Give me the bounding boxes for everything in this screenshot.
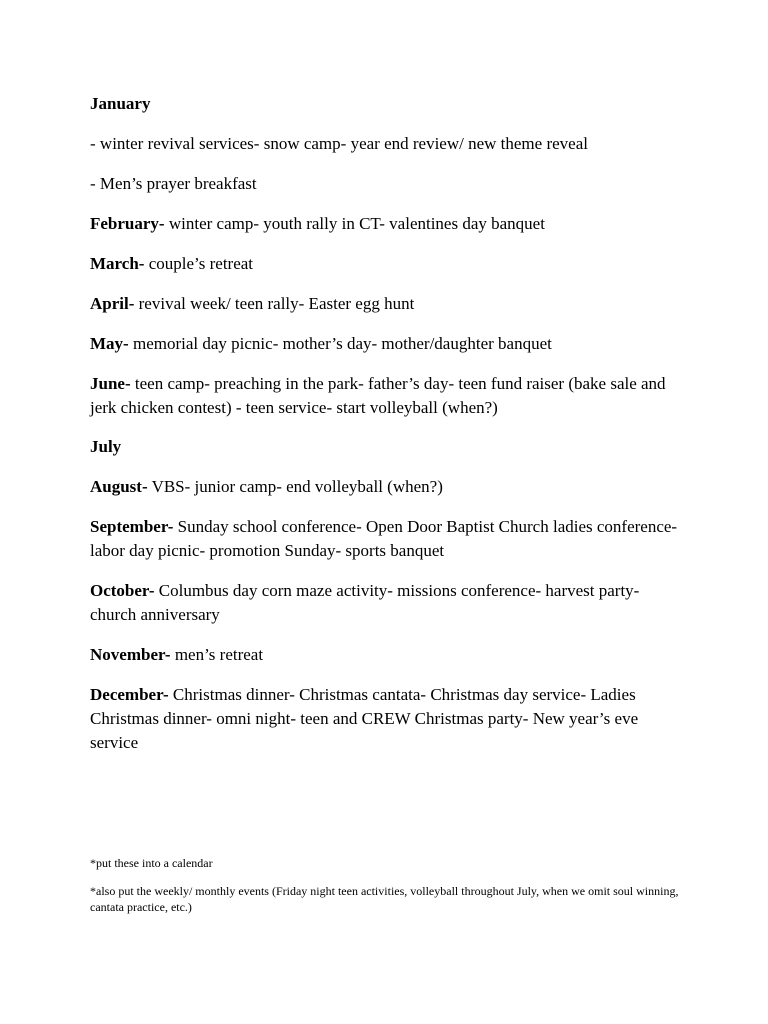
month-label: September- xyxy=(90,517,174,536)
entry-text: revival week/ teen rally- Easter egg hunt xyxy=(134,294,415,313)
note-line: *put these into a calendar xyxy=(90,856,213,870)
calendar-entry-april xyxy=(90,292,682,316)
calendar-entry-october xyxy=(90,579,682,627)
entry-text: teen camp- preaching in the park- father’s day- teen fund raiser (bake sale and jerk chicken contest) - teen service- start volleyball (when?) xyxy=(90,374,666,417)
entry-text: couple’s retreat xyxy=(144,254,254,273)
month-label: November- xyxy=(90,645,171,664)
month-label: April- xyxy=(90,294,135,313)
month-label: May- xyxy=(90,334,129,353)
month-label: February- xyxy=(90,214,165,233)
month-label: March- xyxy=(90,254,145,273)
month-label: December- xyxy=(90,685,169,704)
month-label: August- xyxy=(90,477,148,496)
entry-text: - winter revival services- snow camp- year end review/ new theme reveal xyxy=(90,134,588,153)
month-label: July xyxy=(90,437,122,456)
calendar-entry-january-line-2 xyxy=(90,172,682,196)
entry-text: Sunday school conference- Open Door Baptist Church ladies conference- labor day picnic- promotion Sunday- sports banquet xyxy=(90,517,678,560)
month-label: January xyxy=(90,94,151,113)
note-line: *also put the weekly/ monthly events (Friday night teen activities, volleyball throughout July, when we omit soul winning, cantata practice, etc.) xyxy=(90,884,679,914)
month-label: October- xyxy=(90,581,155,600)
calendar-entry-november xyxy=(90,643,682,667)
month-label: June- xyxy=(90,374,131,393)
calendar-entry-may xyxy=(90,332,682,356)
entry-text: winter camp- youth rally in CT- valentines day banquet xyxy=(164,214,545,233)
entry-text: memorial day picnic- mother’s day- mother/daughter banquet xyxy=(128,334,552,353)
calendar-entry-january-line-1 xyxy=(90,132,682,156)
calendar-entry-december xyxy=(90,683,682,755)
entry-text: men’s retreat xyxy=(170,645,264,664)
calendar-entry-february xyxy=(90,212,682,236)
calendar-list xyxy=(90,92,682,771)
calendar-entry-august xyxy=(90,475,682,499)
calendar-entry-september xyxy=(90,515,682,563)
calendar-entry-july xyxy=(90,435,682,459)
calendar-entry-june xyxy=(90,372,682,420)
calendar-entry-january xyxy=(90,92,682,116)
calendar-entry-march xyxy=(90,252,682,276)
entry-text: - Men’s prayer breakfast xyxy=(90,174,257,193)
entry-text: Christmas dinner- Christmas cantata- Christmas day service- Ladies Christmas dinner- omni night- teen and CREW Christmas party- New year’s eve service xyxy=(90,685,639,752)
notes-section xyxy=(90,855,682,927)
entry-text: VBS- junior camp- end volleyball (when?) xyxy=(147,477,443,496)
entry-text: Columbus day corn maze activity- missions conference- harvest party- church anniversary xyxy=(90,581,640,624)
